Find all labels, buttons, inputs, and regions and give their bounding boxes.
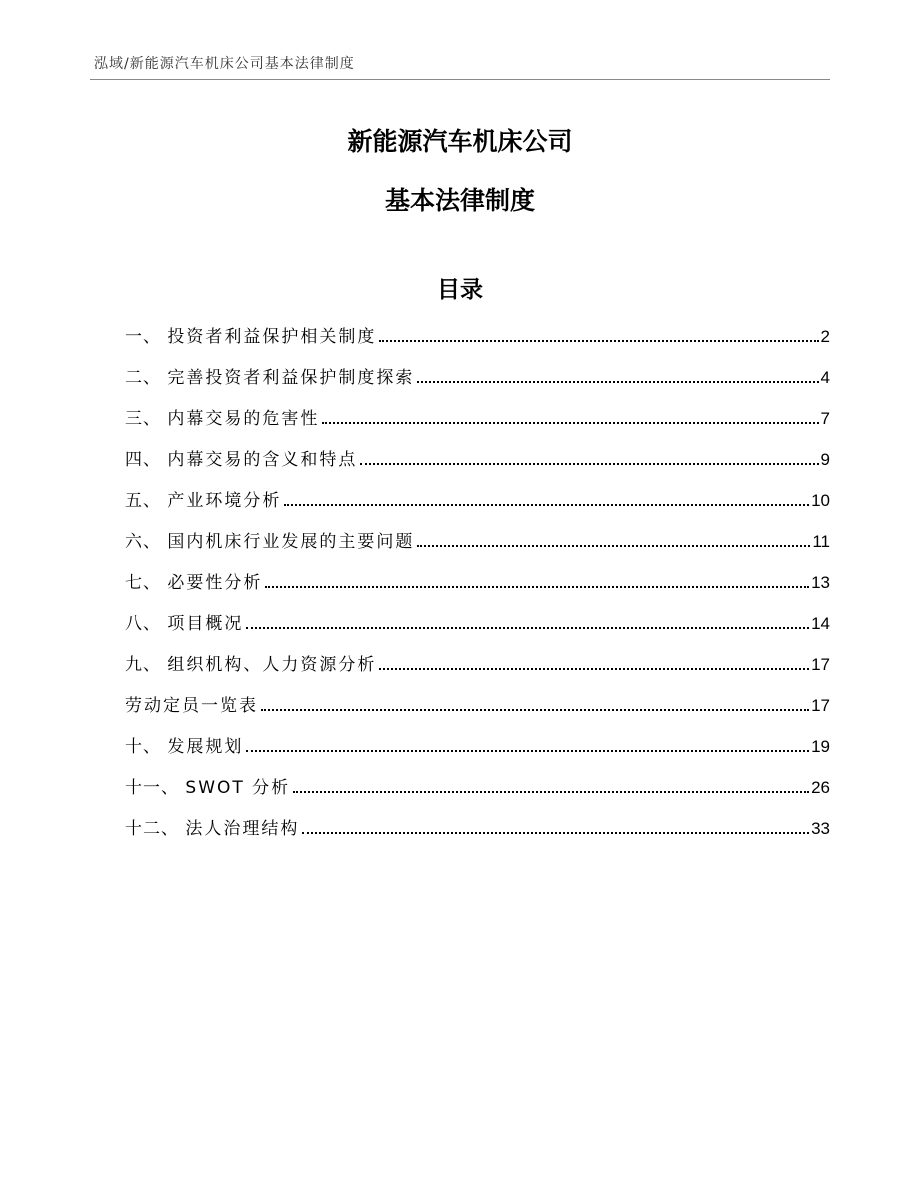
header-divider bbox=[90, 79, 830, 80]
toc-entry-page: 14 bbox=[811, 614, 830, 633]
toc-entry-page: 10 bbox=[811, 491, 830, 510]
toc-entry[interactable] bbox=[125, 528, 830, 569]
toc-entry-number: 二、 bbox=[125, 368, 168, 388]
toc-entry-number: 一、 bbox=[125, 327, 168, 347]
toc-entry-page: 17 bbox=[811, 696, 830, 715]
toc-entry[interactable] bbox=[125, 323, 830, 364]
toc-entry[interactable] bbox=[125, 610, 830, 651]
toc-entry-title: 组织机构、人力资源分析 bbox=[167, 655, 377, 675]
toc-entry-title: 国内机床行业发展的主要问题 bbox=[167, 532, 415, 552]
toc-entry[interactable] bbox=[125, 569, 830, 610]
toc-entry-page: 2 bbox=[820, 327, 830, 346]
toc-dot-leader bbox=[302, 832, 809, 834]
toc-entry-page: 33 bbox=[811, 819, 830, 838]
toc-entry[interactable] bbox=[125, 446, 830, 487]
toc-entry[interactable] bbox=[125, 733, 830, 774]
table-of-contents bbox=[125, 323, 830, 856]
toc-entry-title: 完善投资者利益保护制度探索 bbox=[167, 368, 415, 388]
toc-heading: 目录 bbox=[437, 277, 483, 303]
toc-entry-number: 三、 bbox=[125, 409, 168, 429]
toc-entry-page: 19 bbox=[811, 737, 830, 756]
toc-entry[interactable] bbox=[125, 487, 830, 528]
toc-entry-title: 内幕交易的危害性 bbox=[167, 409, 320, 429]
toc-entry-number: 六、 bbox=[125, 532, 168, 552]
running-header: 泓域/新能源汽车机床公司基本法律制度 bbox=[94, 56, 355, 72]
toc-entry-number: 九、 bbox=[125, 655, 168, 675]
toc-dot-leader bbox=[261, 709, 809, 711]
toc-entry-number: 五、 bbox=[125, 491, 168, 511]
toc-entry-number: 八、 bbox=[125, 614, 168, 634]
toc-entry[interactable] bbox=[125, 774, 830, 815]
toc-dot-leader bbox=[246, 750, 809, 752]
toc-entry-title: 投资者利益保护相关制度 bbox=[167, 327, 377, 347]
toc-entry-title: 法人治理结构 bbox=[185, 819, 300, 839]
toc-entry-page: 4 bbox=[820, 368, 830, 387]
toc-dot-leader bbox=[417, 381, 818, 383]
toc-entry-number: 十、 bbox=[125, 737, 168, 757]
toc-entry-title: 项目概况 bbox=[167, 614, 244, 634]
toc-entry[interactable] bbox=[125, 405, 830, 446]
toc-dot-leader bbox=[379, 340, 818, 342]
toc-entry-title: 必要性分析 bbox=[167, 573, 263, 593]
toc-dot-leader bbox=[379, 668, 809, 670]
toc-dot-leader bbox=[322, 422, 818, 424]
toc-dot-leader bbox=[246, 627, 809, 629]
toc-entry[interactable] bbox=[125, 364, 830, 405]
toc-dot-leader bbox=[293, 791, 809, 793]
toc-entry[interactable] bbox=[125, 692, 830, 733]
toc-entry-title: 内幕交易的含义和特点 bbox=[167, 450, 358, 470]
toc-entry-number: 十二、 bbox=[125, 819, 186, 839]
document-subtitle: 基本法律制度 bbox=[384, 186, 535, 215]
toc-entry-number: 四、 bbox=[125, 450, 168, 470]
toc-dot-leader bbox=[360, 463, 818, 465]
toc-entry-page: 11 bbox=[812, 532, 830, 551]
document-title: 新能源汽车机床公司 bbox=[347, 127, 573, 156]
toc-entry[interactable] bbox=[125, 651, 830, 692]
toc-entry-page: 9 bbox=[820, 450, 830, 469]
toc-entry-title: 劳动定员一览表 bbox=[125, 696, 258, 716]
toc-entry-title: SWOT 分析 bbox=[185, 778, 291, 798]
toc-entry[interactable] bbox=[125, 815, 830, 856]
toc-dot-leader bbox=[417, 545, 810, 547]
toc-entry-page: 7 bbox=[820, 409, 830, 428]
toc-entry-title: 发展规划 bbox=[167, 737, 244, 757]
toc-dot-leader bbox=[265, 586, 809, 588]
toc-entry-page: 26 bbox=[811, 778, 830, 797]
toc-dot-leader bbox=[284, 504, 809, 506]
toc-entry-page: 13 bbox=[811, 573, 830, 592]
toc-entry-title: 产业环境分析 bbox=[167, 491, 282, 511]
toc-entry-number: 七、 bbox=[125, 573, 168, 593]
toc-entry-number: 十一、 bbox=[125, 778, 186, 798]
toc-entry-page: 17 bbox=[811, 655, 830, 674]
